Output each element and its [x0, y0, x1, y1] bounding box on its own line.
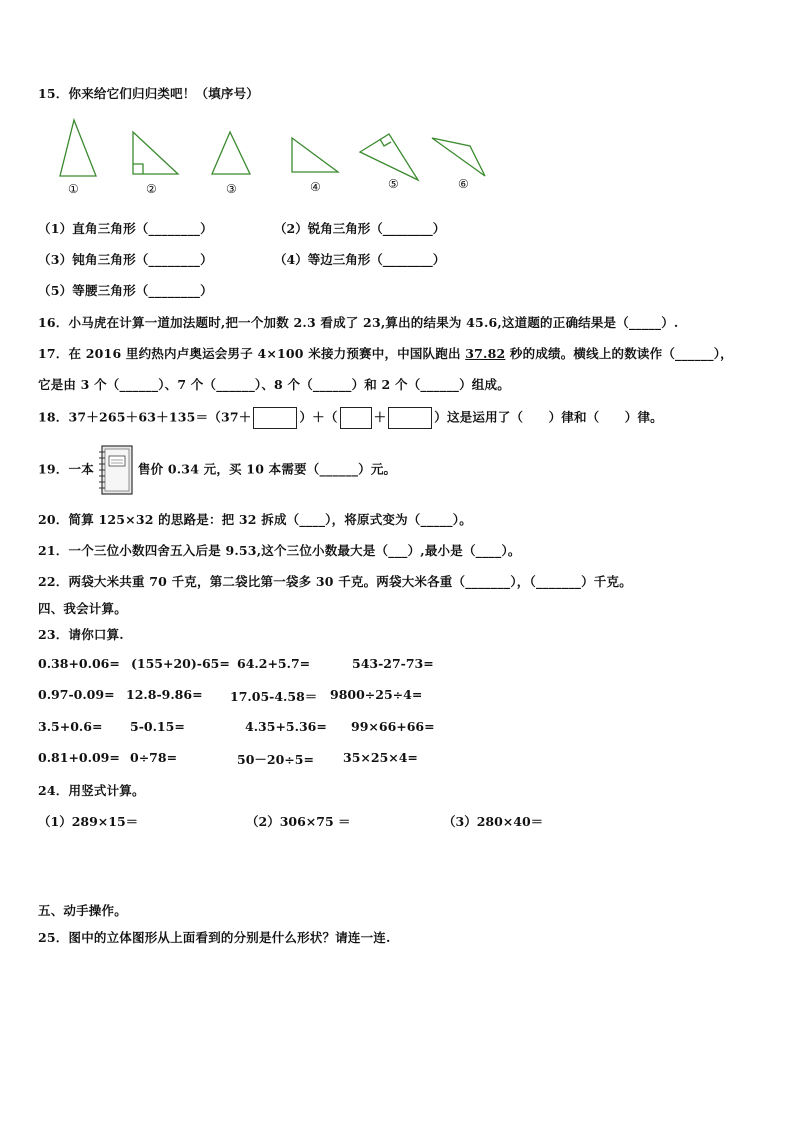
calc-r2c4: 9800÷25÷4=: [330, 687, 423, 702]
q19-part-b: 售价 0.34 元，买 10 本需要（______）元。: [137, 461, 397, 477]
q18-part-d: ）这是运用了（ ）律和（ ）律。: [434, 409, 663, 425]
calc-r3c4: 99×66+66=: [351, 719, 435, 734]
calc-r2c3: 17.05-4.58＝: [230, 689, 318, 704]
q23-title: 23．请你口算.: [38, 627, 124, 642]
q24-item-1: （1）289×15＝: [38, 814, 139, 829]
triangle-6: [432, 138, 485, 176]
right-angle-mark-2: [133, 164, 143, 174]
q17-underlined-number: 37.82: [465, 346, 506, 361]
calc-r4c1: 0.81+0.09=: [38, 750, 120, 765]
q17-part1: 17．在 2016 里约热内卢奥运会男子 4×100 米接力预赛中，中国队跑出: [38, 346, 466, 361]
calc-r2c1: 0.97-0.09=: [38, 687, 115, 702]
q17-line1: [38, 344, 733, 362]
shape-number-4: ④: [310, 180, 321, 194]
calc-r1c1: 0.38+0.06=: [38, 656, 120, 671]
q15-item-5: （5）等腰三角形（________）: [38, 283, 213, 298]
q15-item-2: （2）锐角三角形（________）: [274, 221, 446, 236]
shape-number-1: ①: [68, 182, 79, 196]
calc-r1c4: 543-27-73=: [352, 656, 434, 671]
calc-r2c2: 12.8-9.86=: [126, 687, 203, 702]
triangle-4: [292, 138, 338, 172]
q24-item-2: （2）306×75 ＝: [246, 814, 351, 829]
answer-box-1[interactable]: [253, 407, 297, 429]
calc-r4c2: 0÷78=: [130, 750, 178, 765]
q18-part-c: ＋: [373, 409, 387, 425]
calc-r4c3: 50－20÷5=: [237, 752, 314, 767]
q15-item-4: （4）等边三角形（________）: [274, 252, 446, 267]
q17-part2: 秒的成绩。横线上的数读作（______），: [505, 346, 733, 361]
triangles-svg: [40, 112, 500, 202]
shape-number-2: ②: [146, 182, 157, 196]
q18-line: [38, 407, 663, 429]
triangle-2: [133, 132, 178, 174]
section-4-heading: 四、我会计算。: [38, 601, 127, 616]
shape-number-3: ③: [226, 182, 237, 196]
q18-part-b: ）＋（: [299, 409, 338, 425]
q15-item-1: （1）直角三角形（________）: [38, 221, 213, 236]
q20-text: 20．简算 125×32 的思路是：把 32 拆成（____），将原式变为（_____）。: [38, 512, 472, 527]
calc-r1c3: 64.2+5.7=: [237, 656, 311, 671]
triangle-1: [60, 120, 96, 176]
q25-text: 25．图中的立体图形从上面看到的分别是什么形状？请连一连.: [38, 930, 391, 945]
q22-text: 22．两袋大米共重 70 千克，第二袋比第一袋多 30 千克。两袋大米各重（_______），（_______）千克。: [38, 574, 632, 589]
calc-r1c2: (155+20)-65=: [131, 656, 230, 671]
q24-title: 24．用竖式计算。: [38, 783, 145, 798]
triangle-5: [360, 134, 418, 180]
triangle-figures: [40, 112, 500, 202]
section-5-heading: 五、动手操作。: [38, 903, 127, 918]
calc-r3c2: 5-0.15=: [130, 719, 185, 734]
q16-text: 16．小马虎在计算一道加法题时,把一个加数 2.3 看成了 23,算出的结果为 45.6,这道题的正确结果是（_____）.: [38, 315, 679, 330]
q21-text: 21．一个三位小数四舍五入后是 9.53,这个三位小数最大是（___）,最小是（____）。: [38, 543, 521, 558]
calc-r3c3: 4.35+5.36=: [245, 719, 327, 734]
q19-part-a: 19．一本: [38, 461, 94, 477]
q17-line2: 它是由 3 个（______）、7 个（______）、8 个（______）和 2 个（______）组成。: [38, 377, 510, 392]
q15-item-3: （3）钝角三角形（________）: [38, 252, 213, 267]
answer-box-2[interactable]: [340, 407, 372, 429]
q24-item-3: （3）280×40＝: [443, 814, 544, 829]
shape-number-5: ⑤: [388, 177, 399, 191]
q15-title: 15．你来给它们归归类吧！（填序号）: [38, 86, 259, 101]
notebook-icon: [96, 442, 136, 498]
q18-part-a: 18．37＋265＋63＋135＝（37＋: [38, 409, 252, 425]
calc-r3c1: 3.5+0.6=: [38, 719, 103, 734]
shape-number-6: ⑥: [458, 177, 469, 191]
q19-line: [38, 442, 396, 498]
triangle-3: [212, 132, 250, 174]
right-angle-mark-5: [380, 139, 391, 146]
calc-r4c4: 35×25×4=: [343, 750, 418, 765]
answer-box-3[interactable]: [388, 407, 432, 429]
